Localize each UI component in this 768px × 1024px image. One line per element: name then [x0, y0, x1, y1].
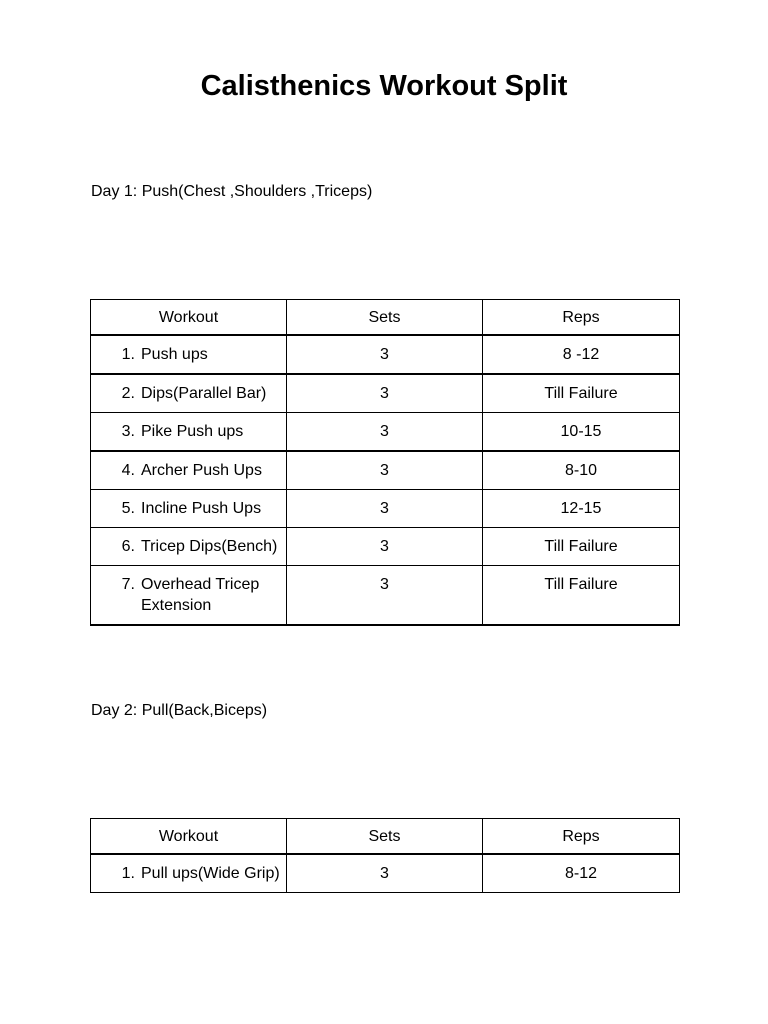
- reps-cell: Till Failure: [483, 528, 680, 566]
- exercise-cell: [91, 566, 287, 626]
- exercise-name: Tricep Dips(Bench): [141, 538, 278, 555]
- exercise-number: 7.: [121, 576, 135, 593]
- table-row: [91, 854, 680, 893]
- reps-cell: 8-12: [483, 854, 680, 893]
- table-row: [91, 413, 680, 452]
- table-row: [91, 335, 680, 374]
- exercise-number: 4.: [121, 462, 135, 479]
- sets-cell: 3: [287, 528, 483, 566]
- reps-cell: 8-10: [483, 451, 680, 490]
- reps-cell: Till Failure: [483, 374, 680, 413]
- column-header-sets: Sets: [287, 300, 483, 336]
- table-header-row: [91, 300, 680, 336]
- document-title: Calisthenics Workout Split: [200, 70, 568, 102]
- day-1-workout-table: [90, 299, 680, 626]
- table-row: [91, 374, 680, 413]
- exercise-cell: [91, 528, 287, 566]
- sets-cell: 3: [287, 335, 483, 374]
- column-header-workout: Workout: [91, 819, 287, 855]
- day-2-heading: Day 2: Pull(Back,Biceps): [91, 702, 268, 719]
- column-header-reps: Reps: [483, 300, 680, 336]
- sets-cell: 3: [287, 490, 483, 528]
- reps-cell: 10-15: [483, 413, 680, 452]
- sets-cell: 3: [287, 854, 483, 893]
- exercise-name: Incline Push Ups: [141, 500, 262, 517]
- reps-cell: 12-15: [483, 490, 680, 528]
- column-header-workout: Workout: [91, 300, 287, 336]
- exercise-cell: [91, 490, 287, 528]
- exercise-number: 3.: [121, 423, 135, 440]
- exercise-name: Archer Push Ups: [141, 462, 262, 479]
- sets-cell: 3: [287, 451, 483, 490]
- exercise-cell: [91, 335, 287, 374]
- exercise-cell: [91, 854, 287, 893]
- exercise-name: Pull ups(Wide Grip): [141, 865, 280, 882]
- exercise-number: 2.: [121, 385, 135, 402]
- column-header-reps: Reps: [483, 819, 680, 855]
- exercise-number: 5.: [121, 500, 135, 517]
- sets-cell: 3: [287, 413, 483, 452]
- table-row: [91, 451, 680, 490]
- table-row: [91, 490, 680, 528]
- reps-cell: 8 -12: [483, 335, 680, 374]
- exercise-name: Pike Push ups: [141, 423, 244, 440]
- exercise-name: Overhead Tricep Extension: [141, 576, 260, 614]
- table-row: [91, 528, 680, 566]
- exercise-number: 6.: [121, 538, 135, 555]
- exercise-number: 1.: [121, 346, 135, 363]
- exercise-name: Push ups: [141, 346, 208, 363]
- table-header-row: [91, 819, 680, 855]
- exercise-cell: [91, 451, 287, 490]
- day-1-heading: Day 1: Push(Chest ,Shoulders ,Triceps): [91, 183, 373, 200]
- reps-cell: Till Failure: [483, 566, 680, 626]
- sets-cell: 3: [287, 566, 483, 626]
- table-row: [91, 566, 680, 626]
- day-2-workout-table: [90, 818, 680, 893]
- sets-cell: 3: [287, 374, 483, 413]
- column-header-sets: Sets: [287, 819, 483, 855]
- exercise-cell: [91, 374, 287, 413]
- exercise-cell: [91, 413, 287, 452]
- exercise-name: Dips(Parallel Bar): [141, 385, 267, 402]
- exercise-number: 1.: [121, 865, 135, 882]
